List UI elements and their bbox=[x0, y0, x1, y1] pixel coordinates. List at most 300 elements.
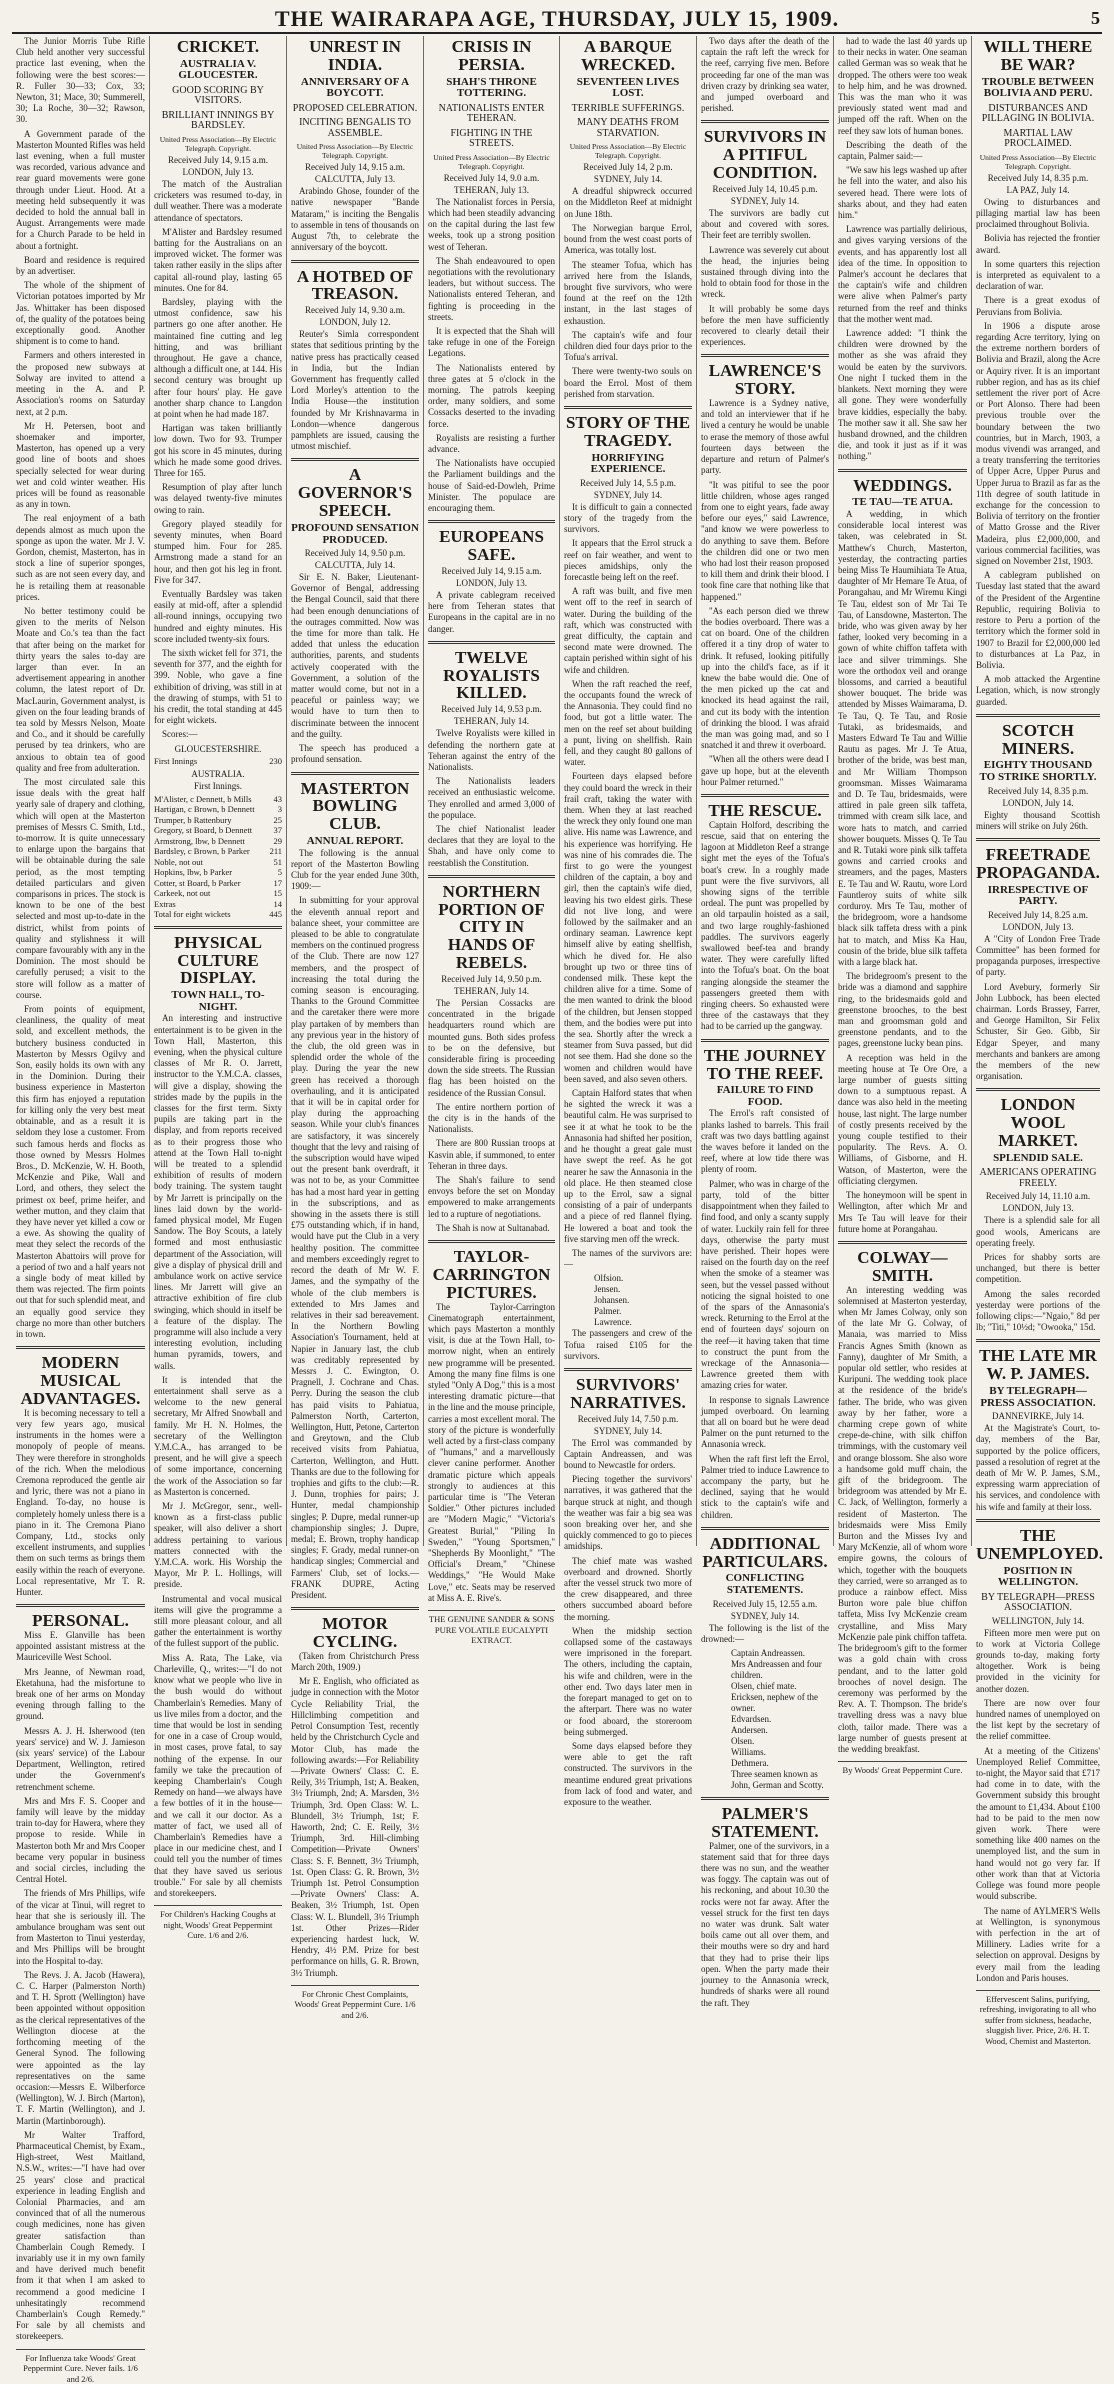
drowned-name: Williams. bbox=[731, 1746, 766, 1757]
paragraph: Prices for shabby sorts are unchanged, but there is better competition. bbox=[976, 1252, 1100, 1285]
dateline: Received July 14, 9.50 p.m. bbox=[441, 973, 542, 984]
paragraph: When the raft first left the Errol, Palmer tried to induce Lawrence to accompany the party, but he declined, saying that he would stick to the captain's wife and children. bbox=[701, 1453, 829, 1520]
drowned-name: Dethmera. bbox=[731, 1757, 769, 1768]
batsman-name: Noble, not out bbox=[154, 856, 203, 867]
article-headline: ADDITIONAL PARTICULARS. bbox=[702, 1533, 828, 1571]
paragraph: The Revs. J. A. Jacob (Hawera), C. C. Harper (Palmerston North) and T. H. Sprott (Wellington) have been appointed without opposition as the clerical representatives of the Wellington diocese at the forthcoming meeting of the General Synod. The following were appointed as the lay representatives on the same occasion:—Messrs E. Wilberforce (Wellington), W. J. Birch (Marton), T. F. Martin (Wellington), and J. Martin (Martinborough). bbox=[16, 1969, 145, 2126]
paragraph: The Errol's raft consisted of planks lashed to barrels. This frail craft was two days battling against the waves before it landed on the reef, where at low tide there was plenty of room. bbox=[701, 1108, 829, 1175]
batsman-name: Hartigan, c Brown, b Dennett bbox=[154, 804, 255, 815]
article-divider bbox=[838, 469, 967, 472]
batsman-name: Armstrong, lbw, b Dennett bbox=[154, 835, 245, 846]
batsman-row bbox=[154, 836, 282, 847]
paragraph: A dreadful shipwreck occurred on the Middleton Reef at midnight on June 18th. bbox=[564, 186, 692, 219]
survivor-name: Palmer. bbox=[594, 1306, 622, 1317]
innings-label: First Innings. bbox=[193, 781, 242, 792]
paragraph: Miss A. Rata, The Lake, via Charleville, Q., writes:—"I do not know what we people who live in the bush would do without Chamberlain's Remedies. Many of us live miles from a doctor, and the time that would be lost in sending for one in a case of Croup would, in most cases, prove fatal, to say nothing of the expense. In our family we take the precaution of keeping Chamberlain's Cough Remedy on hand—we always have a few bottles of it in the house—and we call it our doctor. As a matter of fact, we used all of Chamberlain's Remedies have a place in our medicine chest, and I could tell you the number of times that they have saved us serious trouble." For sale by all chemists and storekeepers. bbox=[154, 1652, 282, 1898]
paragraph: The speech has produced a profound sensation. bbox=[291, 743, 419, 765]
batsman-name: Carkeek, not out bbox=[154, 888, 211, 899]
paragraph: The Shah endeavoured to open negotiations with the revolutionary leaders, but without success. The Nationalists entered Teheran, and fighting is proceeding in the streets. bbox=[428, 255, 555, 322]
footer-advert: THE GENUINE SANDER & SONS PURE VOLATILE EUCALYPTI EXTRACT. bbox=[428, 1610, 555, 1646]
column-5 bbox=[560, 36, 697, 1807]
article bbox=[838, 36, 967, 463]
article-subhead: BY TELEGRAPH—PRESS ASSOCIATION. bbox=[981, 1591, 1095, 1614]
article-subhead: MANY DEATHS FROM STARVATION. bbox=[577, 117, 679, 139]
dateline: CALCUTTA, July 14. bbox=[314, 560, 396, 571]
article bbox=[291, 1615, 419, 1979]
article bbox=[701, 1047, 829, 1521]
article-divider bbox=[564, 406, 692, 409]
dateline: Received July 14, 11.10 a.m. bbox=[985, 1191, 1091, 1202]
paragraph: Captain Holford, describing the rescue, said that on entering the lagoon at Middleton Reef a strange sight met the eyes of the Tofua's boat's crew. In a roughly made punt were the five survivors, all showing signs of the terrible ordeal. The punt was propelled by an old tarpaulin hoisted as a sail, and two large roughly-fashioned paddles. The survivors eagerly swallowed beef-tea and brandy water. They were carefully lifted into the Tofua's boat. On the boat ranging alongside the steamer the passengers greeted them with ringing cheers. So exhausted were three of the castaways that they had to be carried up the gangway. bbox=[701, 819, 829, 1032]
footer-advert: For Children's Hacking Coughs at night, Woods' Great Peppermint Cure. 1/6 and 2/6. bbox=[154, 1905, 282, 1941]
column-2 bbox=[150, 36, 287, 1941]
article bbox=[701, 802, 829, 1033]
article-subhead: TROUBLE BETWEEN BOLIVIA AND PERU. bbox=[981, 75, 1095, 100]
drowned-name: Olsen, chief mate. bbox=[731, 1680, 797, 1691]
article-headline: TAYLOR-CARRINGTON PICTURES. bbox=[432, 1247, 551, 1302]
paragraph: The chief Nationalist leader declares that they are loyal to the Shah, and have only come to reestablish the Constitution. bbox=[428, 823, 555, 868]
column-3 bbox=[287, 36, 424, 2020]
paragraph: The Shah is now at Sultanabad. bbox=[436, 1222, 550, 1233]
dateline: LONDON, July 12. bbox=[319, 317, 391, 328]
paragraph: Scores:— bbox=[162, 729, 198, 740]
article-headline: MODERN MUSICAL ADVANTAGES. bbox=[20, 1353, 141, 1408]
article-subhead: ANNUAL REPORT. bbox=[306, 835, 404, 848]
paragraph: In submitting for your approval the eleventh annual report and balance sheet, your committee are pleased to be able to congratulate members on the continued progress of the Club. There are now 127 members, and the prospect of increasing the total during the coming season is encouraging. Thanks to the Ground Committee and the caretaker there were more play partaken of by members than any previous year in the history of the club, the old green was in splendid order the whole of the play. During the year the new green has received a thorough overhauling, and it is anticipated that it will be in capital order for play during the approaching season. While your club's finances are satisfactory, it was sincerely thought that the levy and raising of the subscription would have wiped out the present bank overdraft, it was not to be, as your Committee has had a most hard year in getting in the subscriptions, and as showing in the assets there is still £75 outstanding which, if in hand, would have put the Club in a very healthy position. The committee and members exceedingly regret to record the death of Mr W. F. James, and the sympathy of the whole of the club members is extended to Mrs James and relatives in their sad bereavement. In the Northern Bowling Association's Tournament, held at Napier in January last, the club was creditably represented by Messrs J. C. Ewington, O. Pragnell, J. Cochrane and Chas. Perry. During the season the club has paid visits to Pahiatua, Palmerston North, Carterton, Wellington, Hutt, Petone, Carterton and Greytown, and the Club received visits from Pahiatua, Carterton, Wellington, and Hutt. Thanks are due to the following for trophies and gifts to the club:—R. J. Dunn, trophies for pairs; J. Hunter, medal championship singles; P. Dupre, medal runner-up championship singles; J. Dupre, medal; E. Brown, trophy handicap singles; F. Grady, medal runner-on handicap singles; Commercial and Farmers' Club, set of locks.—FRANK DUPRE, Acting President. bbox=[291, 895, 419, 1600]
paragraph: "It was pitiful to see the poor little children, whose ages ranged from one to eight years, fade away before our eyes," said Lawrence, "and know we were powerless to do anything to save them. Before the children did one or two men who had lost their reason proposed to kill them and drink their blood. I took fine care that nothing like that happened." bbox=[701, 479, 829, 602]
dateline: SYDNEY, July 14. bbox=[593, 489, 663, 500]
wire-credit: United Press Association—By Electric Telegraph. Copyright. bbox=[159, 134, 277, 153]
article bbox=[291, 780, 419, 1602]
dateline: Received July 14, 7.50 p.m. bbox=[577, 1413, 679, 1424]
article-headline: PALMER'S STATEMENT. bbox=[711, 1803, 819, 1841]
paragraph: It is expected that the Shah will take refuge in one of the Foreign Legations. bbox=[428, 326, 555, 359]
dateline: Received July 14, 2 p.m. bbox=[583, 162, 673, 173]
paragraph: The following is the annual report of the Masterton Bowling Club for the year ended June 30th, 1909:— bbox=[291, 847, 419, 892]
paragraph: The match of the Australian cricketers was resumed to-day, in dull weather. There was a moderate attendance of spectators. bbox=[154, 178, 282, 223]
batsman-row bbox=[154, 804, 282, 815]
article-subhead: EIGHTY THOUSAND TO STRIKE SHORTLY. bbox=[979, 759, 1097, 783]
article-divider bbox=[701, 794, 829, 797]
survivor-name: Lawrence. bbox=[594, 1317, 632, 1328]
paragraph: Royalists are resisting a further advance. bbox=[428, 432, 555, 455]
article-subhead: POSITION IN WELLINGTON. bbox=[997, 1564, 1079, 1589]
article-subhead: ANNIVERSARY OF A BOYCOTT. bbox=[300, 75, 410, 100]
dateline: TEHERAN, July 14. bbox=[454, 985, 529, 996]
article-divider bbox=[701, 354, 829, 357]
dateline: LONDON, July 13. bbox=[456, 577, 527, 588]
article-divider bbox=[838, 1241, 967, 1244]
dateline: LA PAZ, July 14. bbox=[1006, 184, 1070, 195]
page-number: 5 bbox=[1091, 8, 1100, 28]
footer-advert: Effervescent Salins, purifying, refreshing, invigorating to all who suffer from sickness, headache, sluggish liver. Price, 2/6. H. T. Wood, Chemist and Masterton. bbox=[976, 1990, 1100, 2047]
article bbox=[701, 36, 829, 114]
batsman-name: M'Alister, c Dennett, b Mills bbox=[154, 793, 252, 804]
drowned-name: Olsen. bbox=[731, 1735, 755, 1746]
article-headline: CRISIS IN PERSIA. bbox=[451, 37, 532, 74]
batsman-runs: 17 bbox=[273, 877, 282, 888]
innings-label: First Innings bbox=[154, 756, 198, 767]
article-subhead: SPLENDID SALE. bbox=[993, 1151, 1083, 1164]
wire-credit: United Press Association—By Electric Telegraph. Copyright. bbox=[569, 142, 687, 161]
article bbox=[976, 1347, 1100, 1512]
article-headline: THE RESCUE. bbox=[708, 800, 822, 820]
dateline: Received July 15, 12.55 a.m. bbox=[712, 1598, 818, 1609]
article-divider bbox=[701, 1039, 829, 1042]
article-subhead: AMERICANS OPERATING FREELY. bbox=[979, 1167, 1097, 1189]
article bbox=[428, 528, 555, 635]
paragraph: At a meeting of the Citizens' Unemployed Relief Committee, to-night, the Mayor said that £717 had come in to date, with the Government subsidy this brought the amount to £1,434. About £100 had to be paid to the men now given work. There were something like 400 names on the unemployed list, and the sum in hand would not go very far. If other work than that at Victoria College was found more people would subscribe. bbox=[976, 1745, 1100, 1902]
article bbox=[16, 36, 145, 1340]
dateline: SYDNEY, July 14. bbox=[730, 195, 800, 206]
article-subhead: FIGHTING IN THE STREETS. bbox=[450, 127, 533, 150]
paragraph: A reception was held in the meeting house at Te Ore Ore, a large number of guests sitting down to a sumptuous repast. A dance was also held in the meeting house, last night. The large number of costly presents received by the young couple testified to their popularity. The Revs. A. O. Williams, of Gisborne, and H. Watson, of Masterton, were the officiating clergymen. bbox=[838, 1052, 967, 1186]
paragraph: The bridegroom's present to the bride was a diamond and sapphire ring, to the bridesmaids gold and greenstone brooches, to the best man and groomsman gold and greenstone pendants, and to the pages, greenstone lucky bean pins. bbox=[838, 971, 967, 1049]
dateline: Received July 14, 5.5 p.m. bbox=[580, 477, 676, 488]
dateline: TEHERAN, July 13. bbox=[454, 184, 529, 195]
column-8 bbox=[972, 36, 1104, 2046]
article-subhead: GOOD SCORING BY VISITORS. bbox=[172, 84, 264, 107]
dateline: Received July 14, 8.25 a.m. bbox=[988, 909, 1088, 920]
paragraph: Mrs and Mrs F. S. Cooper and family will leave by the midday train to-day for Hawera, where they propose to reside. While in Masterton both Mr and Mrs Cooper became very popular in business and social circles, including the Central Hotel. bbox=[16, 1795, 145, 1885]
article-divider bbox=[16, 1604, 145, 1607]
article bbox=[701, 362, 829, 788]
paragraph: The Shah's failure to send envoys before the set on Monday empowered to make arrangements led to a rupture of negotiations. bbox=[428, 1175, 555, 1219]
team-name: GLOUCESTERSHIRE. bbox=[174, 743, 262, 754]
drowned-name: Ericksen, nephew of the owner. bbox=[731, 1691, 818, 1713]
article-divider bbox=[16, 1346, 145, 1349]
article-headline: MASTERTON BOWLING CLUB. bbox=[300, 778, 410, 834]
article-subhead: BRILLIANT INNINGS BY BARDSLEY. bbox=[161, 109, 275, 132]
drowned-name: Andersen. bbox=[731, 1724, 768, 1735]
paragraph: M'Alister and Bardsley resumed batting for the Australians on an improved wicket. The former was taken rather easily in the slips after capital all-round play, lasting 65 minutes. One for 84. bbox=[154, 226, 282, 293]
batsman-runs: 37 bbox=[273, 825, 282, 836]
article-subhead: NATIONALISTS ENTER TEHERAN. bbox=[438, 102, 545, 125]
article-subhead: AUSTRALIA V. GLOUCESTER. bbox=[178, 57, 258, 82]
paragraph: A Government parade of the Masterton Mounted Rifles was held last evening, when a full muster was recorded, various advance and rear guard movements were gone through under Lieut. Hood. At a meeting held subsequently it was decided to hold the annual ball in August. Arrangements were made for a Church Parade to be held in about a fortnight. bbox=[16, 128, 145, 251]
footer-advert: By Woods' Great Peppermint Cure. bbox=[838, 1761, 967, 1776]
article bbox=[16, 1612, 145, 2342]
article-divider bbox=[154, 926, 282, 929]
paragraph: Sir E. N. Baker, Lieutenant-Governor of Bengal, addressing the Bengal Council, said that there had been enough denunciations of the outrages committed. Now was the time for more than talk. He added that unless the education authorities, parents, and students actively cooperated with the Government, a solution of the matter would come, but not in a peaceful or painless way; we would have to turn then to discriminate between the innocent and the guilty. bbox=[291, 572, 419, 739]
dateline: SYDNEY, July 14. bbox=[593, 174, 663, 185]
paragraph: It will probably be some days before the men have sufficiently recovered to clearly detail their experiences. bbox=[701, 303, 829, 348]
paragraph: Lord Avebury, formerly Sir John Lubbock, has been elected chairman. Lords Brassey, Farrer, and George Hamilton, Sir Felix Schuster, Sir Geo. Gibb, Sir Edgar Speyer, and many merchants and bankers are among the members of the new organisation. bbox=[976, 981, 1100, 1082]
article-divider bbox=[701, 120, 829, 123]
drowned-name: Edvardsen. bbox=[731, 1713, 772, 1724]
paragraph: It is difficult to gain a connected story of the tragedy from the survivors. bbox=[564, 501, 692, 535]
footer-advert: For Chronic Chest Complaints, Woods' Great Peppermint Cure. 1/6 and 2/6. bbox=[291, 1985, 419, 2021]
paragraph: A mob attacked the Argentine Legation, which, is now strongly guarded. bbox=[976, 674, 1100, 707]
article-subhead: INCITING BENGALIS TO ASSEMBLE. bbox=[299, 117, 411, 139]
paragraph: In 1906 a dispute arose regarding Acre territory, lying on the extreme northern borders of Bolivia and Brazil, along the Acre or Aquiry river. It is an important rubber region, and has as its chief settlement the river port of Acre or Port Alonso. There had been previous trouble over the boundary between the two countries, but in March, 1903, a modus vivendi was arranged, and a treaty transferring the territories of Upper Acre, Upper Purus and Upper Jurua to Brazil as far as the 11th degree of south latitude in exchange for the concession to Bolivia of territory on the frontier of Matto Grosse and the River Madeira, plus £2,000,000, and various commercial facilities, was signed on November 21st, 1903. bbox=[976, 320, 1100, 567]
column-6 bbox=[697, 36, 834, 2008]
dateline: Received July 14, 10.45 p.m. bbox=[712, 183, 818, 194]
paragraph: Lawrence added: "I think the children were drowned by the mother as she was afraid they would be eaten by the survivors. One night I tucked them in the blankets. Next morning they were all gone. They were wonderfully brave kiddies, especially the baby. The mother saw it all. She saw her husband drowned, and the children die, and took it just as if it was nothing." bbox=[838, 328, 967, 462]
article bbox=[838, 1249, 967, 1755]
dateline: DANNEVIRKE, July 14. bbox=[992, 1411, 1084, 1422]
dateline: Received July 14, 9.50 p.m. bbox=[304, 548, 406, 559]
paragraph: Instrumental and vocal musical items will give the programme a still more pleasant colour, and all gather the entertainment is worthy of the fullest support of the public. bbox=[154, 1593, 282, 1649]
paragraph: Lawrence was partially delirious, and gives varying versions of the events, and has apparently lost all idea of the time. In opposition to Palmer's account he declares that the captain's wife and children were alive when Palmer's party returned from the reef and thinks that the mother went mad. bbox=[838, 224, 967, 324]
paragraph: "When all the others were dead I gave up hope, but at the eleventh hour Palmer returned." bbox=[701, 754, 829, 787]
batsman-runs: 211 bbox=[269, 846, 282, 857]
paragraph: The Nationalist forces in Persia, which had been steadily advancing on the capital during the last few weeks, took up a strong position west of Teheran. bbox=[428, 196, 555, 252]
dateline: Received July 14, 8.35 p.m. bbox=[987, 172, 1089, 183]
paragraph: The Nationalists leaders received an enthusiastic welcome. They enrolled and armed 3,000 of the populace. bbox=[428, 776, 555, 820]
batsman-row bbox=[154, 794, 282, 805]
paragraph: The steamer Tofua, which has arrived here from the Islands, brought five survivors, who were found at the reef on the 12th instant, in the last stages of exhaustion. bbox=[564, 259, 692, 326]
dateline: Received July 14, 9.53 p.m. bbox=[441, 704, 542, 715]
article bbox=[428, 1248, 555, 1604]
dateline: LONDON, July 13. bbox=[1002, 1203, 1074, 1214]
article-divider bbox=[976, 838, 1100, 841]
article-divider bbox=[428, 641, 555, 644]
paragraph: When the midship section collapsed some of the castaways were imprisoned in the forepart. The others, including the captain, his wife and children, were in the other end. Two days later men in the forepart managed to get on to the afterpart. There was no water or food aboard, the storeroom being submerged. bbox=[564, 1625, 692, 1737]
batsman-row bbox=[154, 815, 282, 826]
article bbox=[976, 846, 1100, 1082]
article-headline: PERSONAL. bbox=[32, 1611, 129, 1631]
paragraph: The name of AYLMER'S Wells at Wellington, is synonymous with perfection in the art of Millinery. Ladies write for a selection on approval. Designs by every mail from the leading London and Paris houses. bbox=[976, 1905, 1100, 1983]
article-subhead: CONFLICTING STATEMENTS. bbox=[725, 1572, 805, 1597]
article-divider bbox=[701, 1797, 829, 1800]
article-subhead: HORRIFYING EXPERIENCE. bbox=[590, 451, 666, 476]
column-7 bbox=[834, 36, 972, 1776]
masthead-title: THE WAIRARAPA AGE, THURSDAY, JULY 15, 1909. bbox=[274, 6, 840, 31]
article-subhead: IRRESPECTIVE OF PARTY. bbox=[987, 883, 1089, 908]
paragraph: The Nationalists have occupied the Parliament buildings and the house of Said-ed-Dowleh, Prime Minister. The populace are encouraging them. bbox=[428, 458, 555, 514]
paragraph: Eventually Bardsley was taken easily at mid-off, after a splendid all-round innings, occupying two hundred and eighty minutes. His score included twenty-six fours. bbox=[154, 589, 282, 644]
paragraph: Hartigan was taken brilliantly low down. Two for 93. Trumper got his score in 45 minutes, during which he made some good drives. Three for 165. bbox=[154, 423, 282, 479]
footer-advert: For Influenza take Woods' Great Peppermint Cure. Never fails. 1/6 and 2/6. bbox=[16, 2349, 145, 2384]
article-divider bbox=[976, 1088, 1100, 1091]
paragraph: had to wade the last 40 yards up to their necks in water. One seaman called German was so weak that he dropped. The others were too weak to help him, and he was drowned. This was the man who it was previously stated went mad and jumped off the raft. When on the reef they saw lots of human bones. bbox=[838, 36, 967, 136]
masthead bbox=[12, 4, 1102, 34]
paragraph: Mr H. Petersen, boot and shoemaker and importer, Masterton, has opened up a very good line of boots and shoes specially selected for wear during wet and cold winter weather. His prices will be found as reasonable as any in town. bbox=[16, 420, 145, 510]
batsman-name: Bardsley, c Brown, b Parker bbox=[154, 846, 250, 857]
wire-credit: United Press Association—By Electric Telegraph. Copyright. bbox=[296, 142, 414, 161]
article bbox=[154, 934, 282, 1899]
batsman-runs: 14 bbox=[273, 898, 282, 909]
article bbox=[291, 268, 419, 453]
dateline: LONDON, July 14. bbox=[1002, 797, 1074, 808]
paragraph: The following is the list of the drowned:— bbox=[701, 1622, 829, 1644]
paragraph: The entire northern portion of the city is in the hands of the Nationalists. bbox=[428, 1101, 555, 1135]
article-subhead: TOWN HALL, TO-NIGHT. bbox=[171, 989, 265, 1013]
article bbox=[701, 1535, 829, 1791]
paragraph: Mr Walter Trafford, Pharmaceutical Chemist, by Exam., High-street, West Maitland, N.S.W., writes:—"I have had over 25 years' close and practical experience in leading English and Colonial Pharmacies, and am convinced that of all the numerous cough medicines, none has given greater satisfaction than Chamberlain Cough Remedy. I invariably use it in my own family and have derived much benefit from it that when I am asked to recommend a good medicine I unhesitatingly recommend Chamberlain's Cough Remedy." For sale by all chemists and storekeepers. bbox=[16, 2129, 145, 2342]
paragraph: It is becoming necessary to tell a very few years ago, musical instruments in the homes were a monopoly of people of means. They were therefore in strongholds of the rich. When the melodious Cremona reproduced the gentle air and lyric, there was not a piano in England. To-day, no house is completely homely unless there is a piano in it. The Cremona Piano Company, Ltd., stocks only excellent instruments, and supplies them on such terms as brings them easily within the reach of everyone. Local representative, Mr T. R. Hunter. bbox=[16, 1407, 145, 1597]
batsman-name: Cotter, st Board, b Parker bbox=[154, 877, 241, 888]
article-headline: TWELVE ROYALISTS KILLED. bbox=[443, 647, 540, 703]
drowned-name: Captain Andreassen. bbox=[731, 1647, 805, 1658]
article-headline: THE JOURNEY TO THE REEF. bbox=[703, 1045, 827, 1083]
article-divider bbox=[976, 1339, 1100, 1342]
paragraph: The honeymoon will be spent in Wellington, after which Mr and Mrs Te Tau will leave for their future home at Porangahau. bbox=[838, 1190, 967, 1234]
article-subhead: BY TELEGRAPH—PRESS ASSOCIATION. bbox=[980, 1385, 1096, 1409]
article-subhead: PROFOUND SENSATION PRODUCED. bbox=[291, 521, 419, 546]
paragraph: A private cablegram received here from Teheran states that Europeans in the capital are in no danger. bbox=[428, 589, 555, 634]
paragraph: Two days after the death of the captain the raft left the wreck for the reef, carrying five men. Before proceeding far one of the man was driven crazy by drinking sea water, and jumped overboard and perished. bbox=[701, 36, 829, 114]
dateline: LONDON, July 13. bbox=[1002, 921, 1074, 932]
dateline: SYDNEY, July 14. bbox=[730, 1610, 800, 1621]
paragraph: From points of equipment, cleanliness, the quality of meat sold, and excellent methods, the butchery business conducted in Masterton by Messrs Ogilvy and Son, easily holds its own with any in the Dominion. During their business experience in Masterton this firm has enjoyed a reputation for killing only the very best meat obtainable, and as a result it is seldom they lose a customer. From such famous herds and flocks as those owned by Messrs Holmes Bros., D. McKenzie, W. H. Booth, McKenzie and Pike, Wall and Lord, and others, they select the primest ox beef, prime heifer, and wether mutton, and they claim that they have never yet killed a cow or a ewe. As showing the quality of meat they select the records of the Masterton Abattoirs will prove for a period of two and a half years not a single body of meat killed by them was rejected. The firm points out that for such splendid meat, and an equally good service they charge no more than other butchers in town. bbox=[16, 1004, 145, 1339]
article bbox=[838, 477, 967, 1235]
drowned-list bbox=[701, 1648, 829, 1791]
paragraph: It is intended that the entertainment shall serve as a welcome to the new general secretary, Mr Alfred Snowball and family. Mr H. N. Holmes, the secretary of the Wellington Y.M.C.A., has arranged to be present, and he will give a speech of some importance, concerning the work of the Association so far as Masterton is concerned. bbox=[154, 1374, 282, 1497]
paragraph: The Taylor-Carrington Cinematograph entertainment, which pays Masterton a monthly visit, is due at the Town Hall, to-morrow night, when an entirely new programme will be presented. Among the many fine films is one styled "Only A Dog," this is a most interesting dramatic picture—that in the line and the mouse principle, carries a most excellent moral. The story of the picture is wonderfully well acted by a first-class company of "humans," and a marvellously clever canine performer. Another dramatic picture which appeals strongly to audiences at this particular time is "The Veteran Soldier." Other pictures included are "Modern Magic," "Victoria's Greatest Burial," "Piling In Sweden," "Young Sportsmen," "Shepherds By Moonlight," "The Official's Dream," "Chinese Weddings," "He Would Make Love," etc. Seats may be reserved at Miss A. E. Rive's. bbox=[428, 1301, 555, 1603]
batsman-row bbox=[154, 867, 282, 878]
dateline: SYDNEY, July 14. bbox=[593, 1425, 663, 1436]
survivors-label: The names of the survivors are:— bbox=[564, 1247, 692, 1270]
dateline: Received July 14, 9.15 a.m. bbox=[305, 162, 405, 173]
paragraph: Piecing together the survivors' narratives, it was gathered that the barque struck at night, and though the weather was fair a big sea was soon breaking over her, and she quickly commenced to go to pieces amidships. bbox=[564, 1474, 692, 1552]
article-divider bbox=[701, 1527, 829, 1530]
article-subhead: TERRIBLE SUFFERINGS. bbox=[571, 102, 685, 114]
paragraph: Farmers and others interested in the proposed new subways at Solway are invited to attend a meeting in the A. and P. Association's rooms on Saturday next, at 2 p.m. bbox=[16, 350, 145, 417]
paragraph: The Errol was commanded by Captain Andreassen, and was bound to Newcastle for orders. bbox=[564, 1437, 692, 1471]
batsman-name: Gregory, st Board, b Dennett bbox=[154, 825, 253, 836]
article-headline: MOTOR CYCLING. bbox=[312, 1614, 398, 1652]
article bbox=[428, 649, 555, 869]
innings-total: 230 bbox=[269, 756, 282, 767]
batsman-row bbox=[154, 888, 282, 899]
batsman-runs: 29 bbox=[273, 835, 282, 846]
paragraph: Twelve Royalists were killed in defending the northern gate at Teheran against the entry of the Nationalists. bbox=[428, 728, 555, 772]
paragraph: The most circulated sale this issue deals with the great half yearly sale of drapery and clothing, which will open at the Masterton premises of Messrs C. Smith, Ltd., to-morrow. It is quite unnecessary to enlarge upon the bargains that will be obtainable during the sale period, as the most tempting detailed particulars and given comparisons in prices. The stock is known to be one of the best selected and most up-to-date in the district, whilst from points of quality and stylishness it will compare favourably with any in the Dominion. The most should be carefully perused; a visit to the store will follow as a matter of course. bbox=[16, 777, 145, 1000]
article-headline: A GOVERNOR'S SPEECH. bbox=[297, 465, 413, 521]
article-headline: LAWRENCE'S STORY. bbox=[708, 361, 822, 399]
paragraph: The Norwegian barque Errol, bound from the west coast ports of America, was totally lost. bbox=[564, 222, 692, 256]
paragraph: In response to signals Lawrence jumped overboard. On learning that all on board but he were dead Palmer on the punt returned to the Annasonia wreck. bbox=[701, 1394, 829, 1450]
article-headline: WILL THERE BE WAR? bbox=[983, 37, 1093, 74]
article bbox=[976, 38, 1100, 708]
paragraph: Owing to disturbances and pillaging martial law has been proclaimed throughout Bolivia. bbox=[976, 196, 1100, 230]
article-divider bbox=[291, 772, 419, 775]
score-row bbox=[154, 756, 282, 767]
article bbox=[976, 1096, 1100, 1333]
article bbox=[154, 38, 282, 920]
team-name: AUSTRALIA. bbox=[191, 768, 245, 779]
batsman-runs: 5 bbox=[277, 867, 282, 878]
article bbox=[428, 883, 555, 1234]
batsman-runs: 25 bbox=[273, 814, 282, 825]
paragraph: There were twenty-two souls on board the Errol. Most of them perished from starvation. bbox=[564, 366, 692, 399]
paragraph: The passengers and crew of the Tofua raised £105 for the survivors. bbox=[564, 1328, 692, 1361]
survivor-list bbox=[564, 1273, 692, 1328]
paragraph: Arabindo Ghose, founder of the native newspaper "Bande Mataram," is inciting the Bengalis to assemble in tens of thousands on August 7th, to celebrate the anniversary of the boycott. bbox=[291, 186, 419, 253]
batsman-row bbox=[154, 857, 282, 868]
article bbox=[976, 1525, 1104, 1984]
paragraph: The Junior Morris Tube Rifle Club held another very successful practice last evening, when the following were the best scores:—R. Fuller 30—33; Cox, 33; Newton, 31; Mace, 30; Summerell, 30; La Roche, 30—32; Rawson, 30. bbox=[16, 36, 145, 125]
article-subhead: TE TAU—TE ATUA. bbox=[852, 496, 953, 509]
paragraph: The Nationalists entered by three gates at 5 o'clock in the morning. The patrols keeping order, many soldiers, and some Cossacks deserted to the invading force. bbox=[428, 362, 555, 429]
paragraph: A raft was built, and five men went off to the reef in search of water. During the building of the raft, which was constructed with great difficulty, the captain and second mate were drowned. The captain perished within sight of his wife and children. bbox=[564, 586, 692, 675]
article-headline: FREETRADE PROPAGANDA. bbox=[976, 844, 1100, 882]
article-headline: EUROPEANS SAFE. bbox=[439, 527, 544, 565]
article-headline: SURVIVORS' NARRATIVES. bbox=[570, 1374, 686, 1412]
total-value: 445 bbox=[269, 909, 282, 920]
article bbox=[564, 1376, 692, 1808]
batsman-name: Extras bbox=[154, 898, 176, 909]
article-headline: NORTHERN PORTION OF CITY IN HANDS OF REBELS. bbox=[438, 881, 545, 973]
dateline: Received July 14, 9.0 a.m. bbox=[443, 172, 540, 183]
drowned-name: Mrs Andreassen and four children. bbox=[731, 1658, 822, 1680]
paragraph: Palmer, who was in charge of the party, told of the bitter disappointment when they failed to find food, and only a scanty supply of water. Luckily rain fell for three days, otherwise the party must have perished. Their hopes were raised on the fourth day on the reef when the smoke of a steamer was seen, but the vessel passed without noticing the signal hoisted to one of the spars of the Annasonia's wreck. Returning to the Errol at the end of fourteen days' sojourn on the reef—it having taken that time to construct the punt from the wreckage of the Annasonia—Lawrence greeted them with amazing cries for water. bbox=[701, 1178, 829, 1391]
paragraph: Bolivia has rejected the frontier award. bbox=[976, 233, 1100, 255]
article-subhead: DISTURBANCES AND PILLAGING IN BOLIVIA. bbox=[981, 102, 1095, 125]
article-headline: CRICKET. bbox=[176, 37, 260, 56]
dateline: Received July 14, 9.15 a.m. bbox=[441, 565, 542, 576]
article-divider bbox=[428, 520, 555, 523]
batsman-row bbox=[154, 899, 282, 910]
paragraph: Describing the death of the captain, Palmer said:— bbox=[838, 139, 967, 162]
batsman-row bbox=[154, 846, 282, 857]
paragraph: The Persian Cossacks are concentrated in the brigade headquarters round which are mounted guns. Both sides profess to be on the defensive, but considerable firing is proceeding down the side streets. The Russian flag has been hoisted on the residence of the Russian Consul. bbox=[428, 997, 555, 1098]
paragraph: There are 800 Russian troops at Kasvin able, if summoned, to enter Teheran in three days. bbox=[428, 1138, 555, 1171]
article bbox=[291, 38, 419, 254]
paragraph: Fourteen days elapsed before they could board the wreck in their frail craft, taking the water with them. When they at last reached the wreck they only found one man alive. His name was Lawrence, and his experience was horrifying. He was nine of his comrades die. The first to go were the youngest children of the captain, a boy and girl, then the captain's wife died, leaving his two eldest girls. These did not live long, and were followed by the sailmaker and an ordinary seaman. Lawrence kept himself alive by eating shellfish, which he dived for. He also brought up two or three tins of condensed milk. These kept the children alive for a time. Some of the men wanted to drink the blood of the children, but Jensen stopped them, and the bodies were put into the sea. Shortly after the wreck a steamer from Suva passed, but did not see them. Had she done so the women and children would have been saved, and also seven others. bbox=[564, 771, 692, 1084]
paragraph: The whole of the shipment of Victorian potatoes imported by Mr Jas. Whittaker has been disposed of, the quality of the potatoes being exceptionally good. Another shipment is to come to hand. bbox=[16, 280, 145, 347]
article bbox=[976, 722, 1100, 832]
batsman-runs: 51 bbox=[273, 856, 282, 867]
batsman-runs: 3 bbox=[277, 804, 282, 815]
article-divider bbox=[291, 458, 419, 461]
column-container bbox=[12, 36, 1104, 2384]
paragraph: There are now over four hundred names of unemployed on the list kept by the secretary of the relief committee. bbox=[976, 1697, 1100, 1742]
article-divider bbox=[291, 1607, 419, 1610]
paragraph: Mr E. English, who officiated as judge in connection with the Motor Cycle Reliability Trial, the Hillclimbing competition and Petrol Consumption Test, recently held by the Christchurch Cycle and Motor Club, has made the following awards:—For Reliability—Private Owners' Class: C. E. Reily, 3½ Triumph, 1st; A. Beaken, 3½ Triumph, 2nd; A. Marsden, 3½ Triumph, 3rd. Open Class: W. L. Blundell, 3½ Triumph, 1st; F. Haworth, 2nd; C. E. Reily, 3½ Triumph, 3rd. Hill-climbing Competition—Private Owners' Class: S. F. Bennett, 3½ Triumph, 1st. Open Class: G. R. Brown, 3½ Triumph 1st. Petrol Consumption—Private Owners' Class: A. Beaken, 3½ Triumph, 1st. Open Class: W. L. Blundell, 3½ Triumph 1st. Other Prizes—Rider experiencing hardest luck, W. Hendry, 4½ P.M. Prize for best performance on hills, G. R. Brown, 3½ Triumph. bbox=[291, 1676, 419, 1978]
paragraph: The sixth wicket fell for 371, the seventh for 377, and the eighth for 399. Noble, who gave a fine exhibition of driving, was still in at the drawing of stumps, with 51 to his credit, the total standing at 445 for eight wickets. bbox=[154, 648, 282, 726]
paragraph: Among the sales recorded yesterday were portions of the following clips:—"Ngaio," 8d per lb; "Titi," 10½d; "Owooka," 15d. bbox=[976, 1288, 1100, 1333]
paragraph: Mr J. McGregor, senr., well-known as a first-class public speaker, will also deliver a short address pertaining to various matters connected with the Y.M.C.A. work. His Worship the Mayor, Mr P. L. Hollings, will preside. bbox=[154, 1501, 282, 1590]
article-subhead: SHAH'S THRONE TOTTERING. bbox=[446, 75, 537, 100]
paragraph: The friends of Mrs Phillips, wife of the vicar at Tinui, will regret to hear that she is seriously ill. The ambulance brougham was sent out from Masterton to Tinui yesterday, and Mrs Phillips will be brought into the Hospital to-day. bbox=[16, 1888, 145, 1966]
article bbox=[564, 414, 692, 1362]
paragraph: Captain Halford states that when he sighted the wreck it was a beautiful calm. He was surprised to see it at what he took to be the Annasonia had shifted her position, and he thought a great gale must have swept the reef. As he got nearer he saw the Annasonia in the old place. He then steamed close up to the Errol, saw a signal consisting of a pair of underpants and a piece of red flannel flying. He lowered a boat and took the five starving men off the wreck. bbox=[564, 1088, 692, 1244]
article bbox=[701, 128, 829, 348]
paragraph: Mrs Jeanne, of Newman road, Eketahuna, had the misfortune to break one of her arms on Monday evening through falling to the ground. bbox=[16, 1666, 145, 1722]
article bbox=[701, 1805, 829, 2009]
article-headline: THE LATE MR W. P. JAMES. bbox=[979, 1346, 1097, 1384]
paragraph: There is a splendid sale for all good wools, Americans are operating freely. bbox=[976, 1215, 1100, 1248]
article bbox=[564, 38, 692, 400]
dateline: Received July 14, 9.15 a.m. bbox=[168, 154, 268, 165]
survivor-name: Olfsion. bbox=[594, 1273, 624, 1284]
paragraph: Lawrence is a Sydney native, and told an interviewer that if he lived a century he would be unable to erase the memory of those awful fourteen days between the departure and return of Palmer's party. bbox=[701, 398, 829, 476]
paragraph: Eighty thousand Scottish miners will strike on July 26th. bbox=[976, 809, 1100, 831]
paragraph: Bardsley, playing with the utmost confidence, saw his partners go one after another. He maintained fine cutting and leg hitting, and was brilliant throughout. He gave a chance, although a difficult one, at 144. His second century was brought up after four hours' play. He gave another sharp chance to Langdon at point when he had made 187. bbox=[154, 296, 282, 419]
paragraph: Reuter's Simla correspondent states that seditious printing by the native press has practically ceased in India, but the Indian Government has frequently called Lord Morley's attention to the India House—the institution founded by Mr Krishnavarma in London—whence dangerous pamphlets are issued, causing the utmost mischief. bbox=[291, 329, 419, 452]
article-divider bbox=[976, 714, 1100, 717]
article bbox=[16, 1354, 145, 1598]
article-headline: THE UNEMPLOYED. bbox=[976, 1525, 1104, 1563]
paragraph: The chief mate was washed overboard and drowned. Shortly after the vessel struck two more of the crew disappeared, and three others succumbed aboard before the morning. bbox=[564, 1555, 692, 1622]
article-headline: SCOTCH MINERS. bbox=[1001, 720, 1075, 758]
paragraph: "We saw his legs washed up after he fell into the water, and also his severed head. There were lots of sharks about, and they had eaten him." bbox=[838, 165, 967, 221]
paragraph: It appears that the Errol struck a reef on fair weather, and went to pieces amidships, only the forecastle being left on the reef. bbox=[564, 538, 692, 582]
article-subhead: PROPOSED CELEBRATION. bbox=[292, 102, 418, 114]
paragraph: Messrs A. J. H. Isherwood (ten years' service) and W. J. Jamieson (six years' service) of the Labour Department, Wellington, retired under the Government's retrenchment scheme. bbox=[16, 1725, 145, 1792]
total-label: Total for eight wickets bbox=[154, 909, 231, 920]
article bbox=[428, 38, 555, 514]
column-1 bbox=[12, 36, 150, 2384]
article-headline: WEDDINGS. bbox=[853, 475, 952, 495]
paragraph: Palmer, one of the survivors, in a statement said that for three days there was no sun, and the weather was foggy. The captain was out of his reckoning, and about 10.30 the rocks were not far away. After the vessel struck for the first ten days no water was drunk. Salt water boils came out all over them, and their mouths were so dry and hard that they had to prise their lips open. When the party made their journey to the Annasonia wreck, hundreds of sharks were all round the raft. They bbox=[701, 1840, 829, 2008]
article-subhead: FAILURE TO FIND FOOD. bbox=[716, 1084, 814, 1108]
paragraph: A wedding, in which considerable local interest was taken, was celebrated in St. Matthew's Church, Masterton, yesterday, the contracting parties being Miss Te Haumihiata Te Atua, daughter of Mr Hemare Te Atua, of Porangahau, and Mr Wiremu Kingi Te Tau, eldest son of Mr Tai Te Tau, of Lansdowne, Masterton. The bride, who was given away by her father, looked very becoming in a gown of white chiffon taffeta with lace and silver trimmings. She wore the orthodox veil and orange blossoms, and carried a beautiful shower bouquet. The bride was attended by Misses Waimarama, D. Te Tau, Q. Te Tau, and Rosie Tutaki, as bridesmaids, and Masters Edward Te Tau and Willie Rautu as pages. Mr J. Te Atua, brother of the bride, was best man, and Mr William Thompson groomsman. Misses Waimarama and D. Te Tau, bridesmaids, were attired in pale green silk taffeta, trimmed with cream silk lace, and wore hats to match, and carried shower bouquets. Misses Q. Te Tau and R. Tutaki wore pink silk taffeta gowns and carried crooks and streamers, and the pages, Masters E. Te Tau and W. Rautu, wore Lord Fauntleroy suits of white silk corduroy. Mrs Te Tau, mother of the bridegroom, wore a handsome black silk taffeta dress with a pink hat to match, and Miss Ka Hau, cousin of the bride, blue silk taffeta with a large black hat. bbox=[838, 508, 967, 968]
batsman-row bbox=[154, 878, 282, 889]
